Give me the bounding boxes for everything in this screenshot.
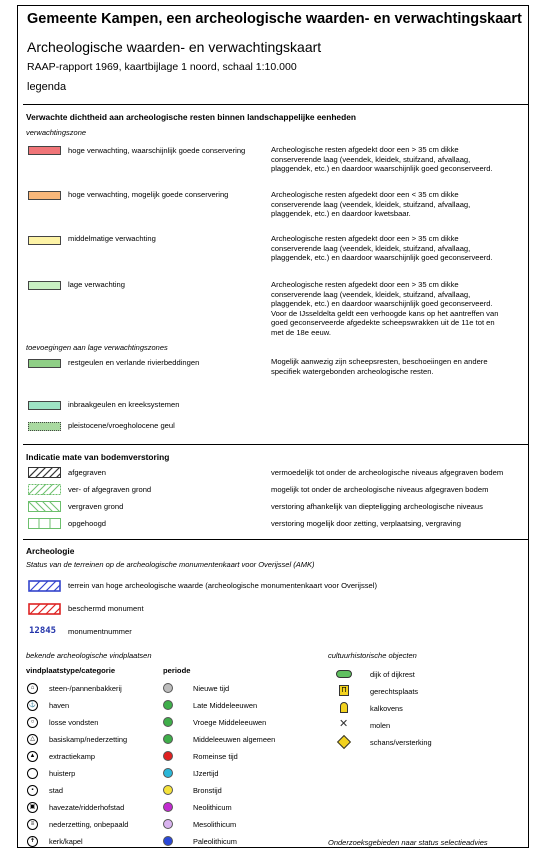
period-dot: [163, 717, 173, 727]
zone-swatch-high-possible: [28, 191, 61, 200]
period-label: Middeleeuwen algemeen: [193, 735, 276, 744]
zone-label: lage verwachting: [68, 280, 125, 289]
addition-label: inbraakgeulen en kreeksystemen: [68, 400, 180, 409]
hatch-disturbed: [28, 501, 61, 512]
hatch-possibly-excavated: [28, 484, 61, 495]
cultural-object-label: molen: [370, 721, 391, 730]
cultural-object-label: schans/versterking: [370, 738, 432, 747]
gallows-icon: Π: [339, 685, 349, 696]
amk-subheading: Status van de terreinen op de archeologische monumentenkaart voor Overijssel (AMK): [26, 560, 315, 569]
period-label: Paleolithicum: [193, 837, 237, 846]
zone-subheading: verwachtingszone: [26, 128, 87, 137]
disturbance-description: mogelijk tot onder de archeologische niveaus afgegraven bodem: [271, 485, 489, 494]
map-subtitle: Archeologische waarden- en verwachtingskaart: [27, 39, 322, 55]
kiln-icon: ⌂: [27, 683, 38, 694]
addition-swatch-residual-channels: [28, 359, 61, 368]
additions-subheading: toevoegingen aan lage verwachtingszones: [26, 343, 168, 352]
site-type-label: stad: [49, 786, 63, 795]
zone-label: hoge verwachting, mogelijk goede conservering: [68, 190, 229, 199]
monument-number-sample: 12845: [29, 626, 57, 636]
site-type-label: losse vondsten: [49, 718, 99, 727]
report-reference: RAAP-rapport 1969, kaartbijlage 1 noord, schaal 1:10.000: [27, 61, 297, 73]
period-dot: [163, 683, 173, 693]
period-dot: [163, 751, 173, 761]
period-label: Mesolithicum: [193, 820, 237, 829]
addition-swatch-pleistocene-channel: [28, 422, 61, 431]
addition-description: Mogelijk aanwezig zijn scheepsresten, beschoeiingen en andere specifiek watergebonden archeologische resten.: [271, 357, 488, 376]
disturbance-description: vermoedelijk tot onder de archeologische niveaus afgegraven bodem: [271, 468, 504, 477]
period-label: Vroege Middeleeuwen: [193, 718, 267, 727]
zone-swatch-low: [28, 281, 61, 290]
zone-label: hoge verwachting, waarschijnlijk goede conservering: [68, 146, 246, 155]
site-type-label: basiskamp/nederzetting: [49, 735, 128, 744]
disturbance-description: verstoring mogelijk door zetting, verplaatsing, vergraving: [271, 519, 461, 528]
settlement-icon: ≡: [27, 819, 38, 830]
amk-protected-swatch: [28, 603, 61, 615]
disturbance-label: ver- of afgegraven grond: [68, 485, 152, 494]
site-type-label: huisterp: [49, 769, 76, 778]
disturbance-label: vergraven grond: [68, 502, 124, 511]
divider: [23, 444, 528, 445]
amk-label: terrein van hoge archeologische waarde (archeologische monumentenkaart voor Overijssel): [68, 581, 377, 590]
limekiln-icon: [340, 702, 348, 713]
disturbance-label: afgegraven: [68, 468, 106, 477]
manor-icon: ▣: [27, 802, 38, 813]
divider: [23, 104, 528, 105]
period-label: Late Middeleeuwen: [193, 701, 258, 710]
research-areas-heading: Onderzoeksgebieden naar status selectieadvies: [328, 838, 488, 847]
city-icon: ▪: [27, 785, 38, 796]
site-type-label: steen-/pannenbakkerij: [49, 684, 122, 693]
fortification-icon: [337, 735, 351, 749]
period-label: Neolithicum: [193, 803, 232, 812]
legend-label: legenda: [27, 81, 67, 93]
document-title: Gemeente Kampen, een archeologische waarden- en verwachtingskaart: [27, 11, 522, 27]
church-icon: ✝: [27, 836, 38, 847]
period-dot: [163, 785, 173, 795]
period-dot: [163, 768, 173, 778]
period-dot: [163, 836, 173, 846]
period-dot: [163, 819, 173, 829]
find-icon: ○: [27, 717, 38, 728]
site-type-label: extractiekamp: [49, 752, 96, 761]
column-heading-period: periode: [163, 666, 191, 675]
column-heading-type: vindplaatstype/categorie: [26, 666, 116, 675]
zone-description: Archeologische resten afgedekt door een < 35 cm dikke conserverende laag (veendek, kleidek, stuifzand, afvallaag, plaggendek, etc.) en daardoor kwetsbaar.: [271, 190, 471, 219]
period-dot: [163, 700, 173, 710]
section-heading-disturbance: Indicatie mate van bodemverstoring: [26, 452, 170, 462]
site-type-label: havezate/ridderhofstad: [49, 803, 125, 812]
disturbance-description: verstoring afhankelijk van diepteligging archeologische niveaus: [271, 502, 483, 511]
extraction-icon: ▲: [27, 751, 38, 762]
amk-high-value-swatch: [28, 580, 61, 592]
section-heading-archaeology: Archeologie: [26, 546, 75, 556]
cultural-object-label: dijk of dijkrest: [370, 670, 415, 679]
site-type-label: kerk/kapel: [49, 837, 83, 846]
period-label: Bronstijd: [193, 786, 222, 795]
mound-icon: ⌒: [27, 768, 38, 779]
cultural-object-label: kalkovens: [370, 704, 403, 713]
zone-label: middelmatige verwachting: [68, 234, 156, 243]
addition-label: restgeulen en verlande rivierbeddingen: [68, 358, 200, 367]
period-label: IJzertijd: [193, 769, 219, 778]
cultural-object-label: gerechtsplaats: [370, 687, 419, 696]
disturbance-label: opgehoogd: [68, 519, 107, 528]
mill-icon: ✕: [339, 718, 349, 730]
zone-description: Archeologische resten afgedekt door een > 35 cm dikke conserverende laag (veendek, kleidek, stuifzand, afvallaag, plaggendek, etc.) en daardoor waarschijnlijk goed geconserveerd. Voor de IJsseldelta geldt een verhoogde kans op het aantreffen van goed geconserveerde afgedekte scheepswrakken uit de 11e tot en met de 18e eeuw.: [271, 280, 499, 337]
site-type-label: nederzetting, onbepaald: [49, 820, 129, 829]
zone-description: Archeologische resten afgedekt door een > 35 cm dikke conserverende laag (veendek, kleidek, stuifzand, afvallaag, plaggendek, etc.) en daardoor waarschijnlijk goed geconserveerd.: [271, 145, 493, 174]
zone-swatch-medium: [28, 236, 61, 245]
known-sites-heading: bekende archeologische vindplaatsen: [26, 651, 152, 660]
period-dot: [163, 734, 173, 744]
period-label: Nieuwe tijd: [193, 684, 230, 693]
zone-swatch-high-good: [28, 146, 61, 155]
zone-description: Archeologische resten afgedekt door een > 35 cm dikke conserverende laag (veendek, kleidek, stuifzand, afvallaag, plaggendek, etc.) en daardoor waarschijnlijk goed geconserveerd.: [271, 234, 493, 263]
period-dot: [163, 802, 173, 812]
amk-label: beschermd monument: [68, 604, 144, 613]
hatch-excavated: [28, 467, 61, 478]
cultural-objects-heading: cultuurhistorische objecten: [328, 651, 417, 660]
hatch-raised: [28, 518, 61, 529]
period-label: Romeinse tijd: [193, 752, 238, 761]
addition-label: pleistocene/vroegholocene geul: [68, 421, 175, 430]
camp-icon: △: [27, 734, 38, 745]
divider: [23, 539, 528, 540]
harbor-icon: ⚓: [27, 700, 38, 711]
addition-swatch-breach-channels: [28, 401, 61, 410]
section-heading-expectation: Verwachte dichtheid aan archeologische resten binnen landschappelijke eenheden: [26, 112, 356, 122]
monument-number-label: monumentnummer: [68, 627, 132, 636]
legend-frame: [17, 5, 529, 848]
dike-icon: [336, 670, 352, 678]
site-type-label: haven: [49, 701, 70, 710]
